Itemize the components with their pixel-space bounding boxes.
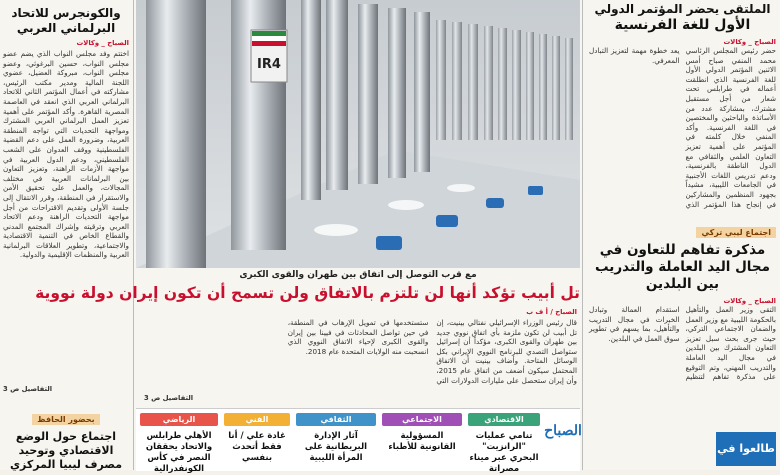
- right-byline-1: الصباح _ وكالات: [723, 38, 776, 46]
- right-column: [585, 0, 780, 470]
- tab-art-text: غادة علي / أنا فقط أتحدث بنفسي: [228, 431, 286, 463]
- centrifuges-photo: [136, 0, 580, 268]
- tab-art[interactable]: الفني: [224, 413, 290, 426]
- tab-social-text: المسؤولية القانونية للأطباء: [388, 431, 456, 452]
- masthead-logo: الصباح: [544, 423, 582, 439]
- right-headline-2: مذكرة تفاهم للتعاون في مجال اليد العاملة والتدريب بين البلدين: [595, 242, 770, 292]
- right-section-tag: اجتماع ليبي تركي: [696, 227, 776, 238]
- centrifuges-illustration: [136, 0, 580, 268]
- tab-economy-text: تنامي عمليات "الرانزيت" البحري عبر ميناء مصراتة: [469, 431, 539, 474]
- kicker: مع قرب التوصل إلى اتفاق بين طهران والقوى الكبرى: [239, 270, 477, 280]
- left-column: [0, 0, 132, 470]
- left-body: اختتم وفد مجلس النواب الذي يضم عضو مجلس النواب، حسين البرغوثي، وعضو مجلس النواب، مبروكة العضيل، عضوي اللجنة المالية ومدير مكتب الرئيس، مشاركته في أعمال المؤتمر الثاني للاتحاد البرلماني العربي الذي انعقد في العاصمة المصرية القاهرة. وأكد المؤتمر على أهمية تعزيز العمل البرلماني العربي المشترك ومواجهة التحديات التي تواجه المنطقة العربية، وضرورة العمل على دعم القضية الفلسطينية ووقف العدوان على الشعب الفلسطيني، ودعم الدول العربية في مواجهة الأزمات الراهنة، وتعزيز التعاون بين البرلمانات العربية في مختلف المجالات، والعمل على تحقيق الأمن والاستقرار في المنطقة، وقرر الانتقال إلى جلسة الأولى وتقديم الاقتراحات من أجل مواجهة التحديات الراهنة ودعم الاتحاد العربي وترقيته وإشراك المجتمع المدني والقطاع الخاص في التنمية الاقتصادية والاجتماعية، وتطوير العلاقات البرلمانية العربية والمنظمات الإقليمية والدولية.: [3, 49, 129, 260]
- inside-sections-strip: [136, 408, 582, 474]
- tab-sports-text: الأهلي طرابلس والاتحاد يحققان النصر في كأس الكونفدرالية: [145, 431, 213, 474]
- right-byline-2: الصباح _ وكالات: [723, 297, 776, 305]
- left-byline: الصباح _ وكالات: [76, 39, 129, 47]
- right-headline-1b: الأول للغة الفرنسية: [614, 17, 751, 33]
- right-body-1: حضر رئيس المجلس الرئاسي محمد المنفي صباح أمس الاثنين المؤتمر الدولي الأول للغة الفرنسية الذي انطلقت أعماله في طرابلس تحت شعار من أجل مستقبل مشترك، بمشاركة عدد من الأساتذة والباحثين والمختصين في اللغة الفرنسية. وأكد المنفي خلال كلمته في المؤتمر على أهمية تعزيز التعاون العلمي والثقافي مع الدول الناطقة بالفرنسية، ودعم تدريس اللغات الأجنبية في الجامعات الليبية، مشيداً بجهود المنظمين والمشاركين في إنجاح هذا المؤتمر الذي يعد خطوة مهمة لتعزيز التبادل المعرفي.: [589, 46, 776, 209]
- tab-culture-text: آثار الإدارة البريطانية على المرأة الليبية: [304, 431, 368, 463]
- left-headline: والكونجرس للاتحاد البرلماني العربي: [11, 6, 121, 35]
- centrifuge-label: IR4: [257, 57, 281, 72]
- tab-sports[interactable]: الرياضي: [140, 413, 218, 426]
- main-body: قال رئيس الوزراء الإسرائيلي نفتالي بينيت، إن تل أبيب لن تكون ملزمة بأي اتفاق نووي جديد بين طهران والقوى الكبرى، مؤكداً أن إسرائيل ستواصل التصدي للبرنامج النووي الإيراني بكل الوسائل المتاحة. وأضاف بينيت أن الاتفاق المحتمل سيكون أضعف من اتفاق عام 2015، وأن إيران ستحصل على مليارات الدولارات التي ستستخدمها في تمويل الإرهاب في المنطقة، في حين تواصل المحادثات في فيينا بين إيران والقوى الكبرى لإحياء الاتفاق النووي الذي انسحبت منه الولايات المتحدة عام 2018.: [287, 318, 577, 385]
- tab-economy[interactable]: الاقتصادي: [468, 413, 540, 426]
- tab-social[interactable]: الاجتماعي: [382, 413, 462, 426]
- right-bottom-tag: طالعوا في: [716, 432, 776, 466]
- main-more[interactable]: التفاصيل ص 3: [144, 394, 194, 402]
- tab-culture[interactable]: الثقافي: [296, 413, 376, 426]
- left-section-tag: بحضور الحافظ: [32, 414, 99, 425]
- left-bottom-headline: اجتماع حول الوضع الاقتصادي وتوحيد مصرف ليبيا المركزي: [9, 430, 123, 471]
- column-divider: [582, 0, 583, 470]
- main-byline: الصباح / أ ف ب: [526, 308, 577, 316]
- right-headline-1a: الملتقى يحضر المؤتمر الدولي: [594, 2, 771, 16]
- left-more[interactable]: التفاصيل ص 3: [3, 385, 53, 393]
- right-body-2: التقى وزير العمل والتأهيل بالحكومة الليبية مع وزير العمل والضمان الاجتماعي التركي، حيث جرى بحث سبل تعزيز التعاون المشترك بين البلدين في مجال اليد العاملة والتدريب المهني، وتم التوقيع على مذكرة تفاهم لتنظيم استقدام العمالة وتبادل الخبرات في مجال التدريب والتأهيل، بما يسهم في تطوير سوق العمل في البلدين.: [589, 305, 776, 382]
- column-divider: [133, 0, 134, 470]
- main-headline: تل أبيب تؤكد أنها لن تلتزم بالاتفاق ولن تسمح أن تكون إيران دولة نووية: [35, 284, 580, 302]
